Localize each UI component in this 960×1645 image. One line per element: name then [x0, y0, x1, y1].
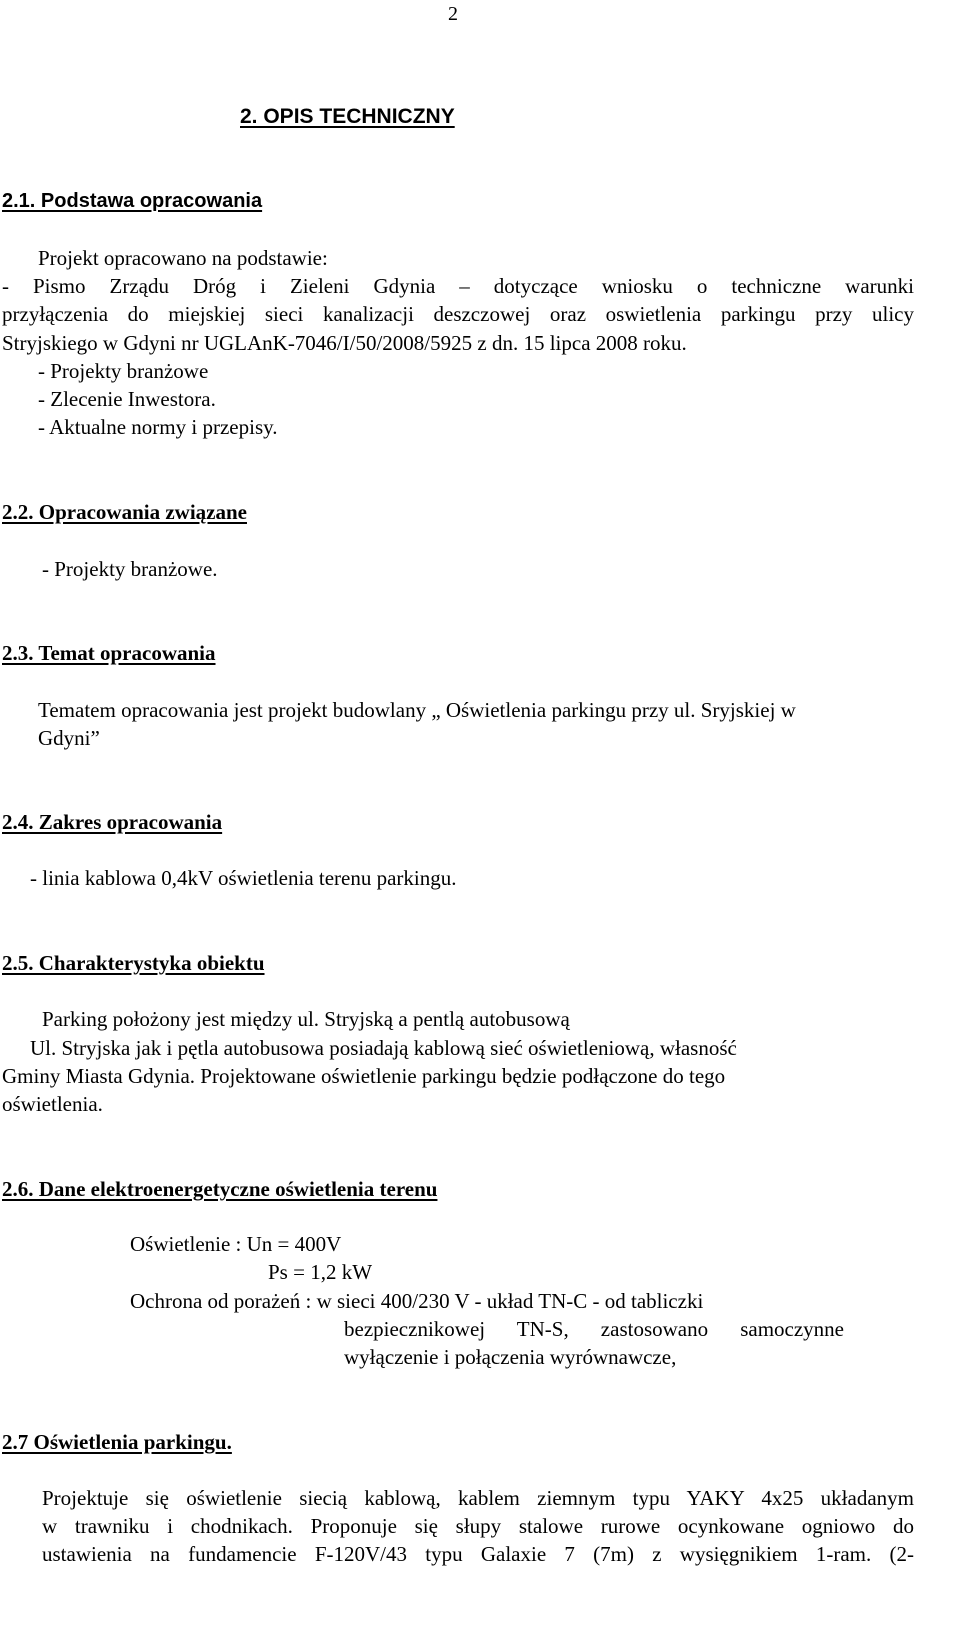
- s21-line-4: Stryjskiego w Gdyni nr UGLAnK-7046/I/50/2008/5925 z dn. 15 lipca 2008 roku.: [2, 331, 687, 355]
- s21-line-7: - Aktualne normy i przepisy.: [38, 415, 278, 439]
- section-2-1-heading: 2.1. Podstawa opracowania: [2, 190, 263, 212]
- s21-line-3: przyłączenia do miejskiej sieci kanalizacji deszczowej oraz oswietlenia parkingu przy ulicy: [2, 302, 914, 326]
- s22-line-1: - Projekty branżowe.: [42, 557, 218, 581]
- s23-line-2: Gdyni”: [38, 726, 100, 750]
- s25-line-1: Parking położony jest między ul. Stryjską a pentlą autobusową: [42, 1007, 570, 1031]
- section-2-6-heading: 2.6. Dane elektroenergetyczne oświetlenia terenu: [2, 1177, 438, 1201]
- s26-line-1: Oświetlenie : Un = 400V: [130, 1232, 342, 1256]
- section-2-7-heading: 2.7 Oświetlenia parkingu.: [2, 1430, 232, 1454]
- section-2-3-heading: 2.3. Temat opracowania: [2, 641, 216, 665]
- s24-line-1: - linia kablowa 0,4kV oświetlenia terenu parkingu.: [30, 866, 457, 890]
- s21-line-2: - Pismo Zrządu Dróg i Zieleni Gdynia – dotyczące wniosku o techniczne warunki: [2, 274, 914, 298]
- page-number: 2: [448, 3, 458, 25]
- section-2-2-heading: 2.2. Opracowania związane: [2, 500, 247, 524]
- s21-line-1: Projekt opracowano na podstawie:: [38, 246, 328, 270]
- s27-line-2: w trawniku i chodnikach. Proponuje się słupy stalowe rurowe ocynkowane ogniowo do: [42, 1514, 914, 1538]
- s26-line-3: Ochrona od porażeń : w sieci 400/230 V - układ TN-C - od tabliczki: [130, 1289, 704, 1313]
- section-2-5-heading: 2.5. Charakterystyka obiektu: [2, 951, 265, 975]
- s21-line-6: - Zlecenie Inwestora.: [38, 387, 216, 411]
- s27-line-1: Projektuje się oświetlenie siecią kablową, kablem ziemnym typu YAKY 4x25 układanym: [42, 1486, 914, 1510]
- s26-line-2: Ps = 1,2 kW: [268, 1260, 373, 1284]
- section-2-4-heading: 2.4. Zakres opracowania: [2, 810, 223, 834]
- document-title: 2. OPIS TECHNICZNY: [240, 105, 455, 128]
- s25-line-2: Ul. Stryjska jak i pętla autobusowa posiadają kablową sieć oświetleniową, własność: [30, 1036, 737, 1060]
- s27-line-3: ustawienia na fundamencie F-120V/43 typu Galaxie 7 (7m) z wysięgnikiem 1-ram. (2-: [42, 1542, 914, 1566]
- s26-line-5: wyłączenie i połączenia wyrównawcze,: [344, 1345, 677, 1369]
- s21-line-5: - Projekty branżowe: [38, 359, 209, 383]
- s26-line-4: bezpiecznikowej TN-S, zastosowano samoczynne: [344, 1317, 844, 1341]
- s25-line-3: Gminy Miasta Gdynia. Projektowane oświetlenie parkingu będzie podłączone do tego: [2, 1064, 726, 1088]
- s23-line-1: Tematem opracowania jest projekt budowlany „ Oświetlenia parkingu przy ul. Sryjskiej w: [38, 698, 796, 722]
- s25-line-4: oświetlenia.: [2, 1092, 103, 1116]
